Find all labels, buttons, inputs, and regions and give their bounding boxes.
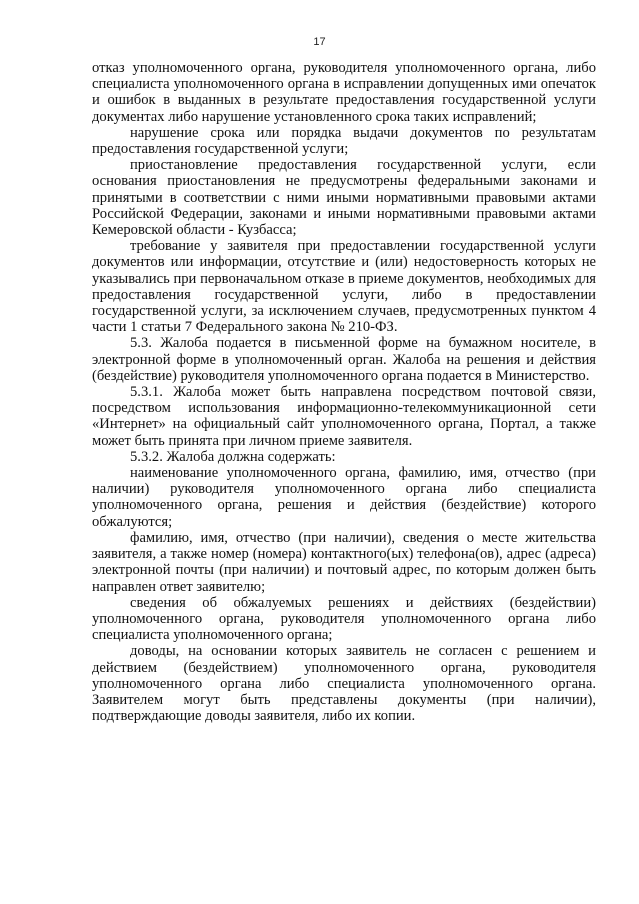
document-body: [92, 60, 596, 724]
paragraph-complaint-ground-suspension: приостановление предоставления государственной услуги, если основания приостановления не предусмотрены федеральными законами и принятыми в соответствии с ними иными нормативными правовыми актами Российской Федерации, законами и иными нормативными правовыми актами Кемеровской области - Кузбасса;: [92, 157, 596, 239]
paragraph-complaint-content-authority-name: наименование уполномоченного органа, фамилию, имя, отчество (при наличии) руководителя уполномоченного органа либо специалиста уполномоченного органа, решения и действия (бездействие) которого обжалуются;: [92, 465, 596, 530]
paragraph-section-5-3: 5.3. Жалоба подается в письменной форме на бумажном носителе, в электронной форме в уполномоченный орган. Жалоба на решения и действия (бездействие) руководителя уполномоченного органа подается в Министерство.: [92, 335, 596, 384]
paragraph-complaint-ground-issuance-violation: нарушение срока или порядка выдачи документов по результатам предоставления государственной услуги;: [92, 124, 596, 158]
page-number: 17: [313, 36, 326, 48]
paragraph-section-5-3-1: 5.3.1. Жалоба может быть направлена посредством почтовой связи, посредством использования информационно-телекоммуникационной сети «Интернет» на официальный сайт уполномоченного органа, Портал, а также может быть принята при личном приеме заявителя.: [92, 384, 596, 449]
paragraph-complaint-content-appealed-decisions: сведения об обжалуемых решениях и действиях (бездействии) уполномоченного органа, руководителя уполномоченного органа либо специалиста уполномоченного органа;: [92, 594, 596, 644]
paragraph-section-5-3-2: 5.3.2. Жалоба должна содержать:: [130, 448, 336, 465]
paragraph-complaint-ground-document-demand: требование у заявителя при предоставлении государственной услуги документов или информации, отсутствие и (или) недостоверность которых не указывались при первоначальном отказе в приеме документов, необходимых для предоставления государственной услуги, либо в предоставлении государственной услуги, за исключением случаев, предусмотренных пунктом 4 части 1 статьи 7 Федерального закона № 210-ФЗ.: [92, 238, 596, 336]
paragraph-complaint-content-applicant-details: фамилию, имя, отчество (при наличии), сведения о месте жительства заявителя, а также номер (номера) контактного(ых) телефона(ов), адрес (адреса) электронной почты (при наличии) и почтовый адрес, по которым должен быть направлен ответ заявителю;: [92, 529, 596, 595]
paragraph-complaint-content-arguments: доводы, на основании которых заявитель не согласен с решением и действием (бездействием) уполномоченного органа, руководителя уполномоченного органа либо специалиста уполномоченного органа. Заявителем могут быть представлены документы (при наличии), подтверждающие доводы заявителя, либо их копии.: [92, 643, 596, 725]
paragraph-complaint-ground-correction-refusal: отказ уполномоченного органа, руководителя уполномоченного органа, либо специалиста уполномоченного органа в исправлении допущенных ими опечаток и ошибок в выданных в результате предоставления государственной услуги документах либо нарушение установленного срока таких исправлений;: [92, 60, 596, 125]
